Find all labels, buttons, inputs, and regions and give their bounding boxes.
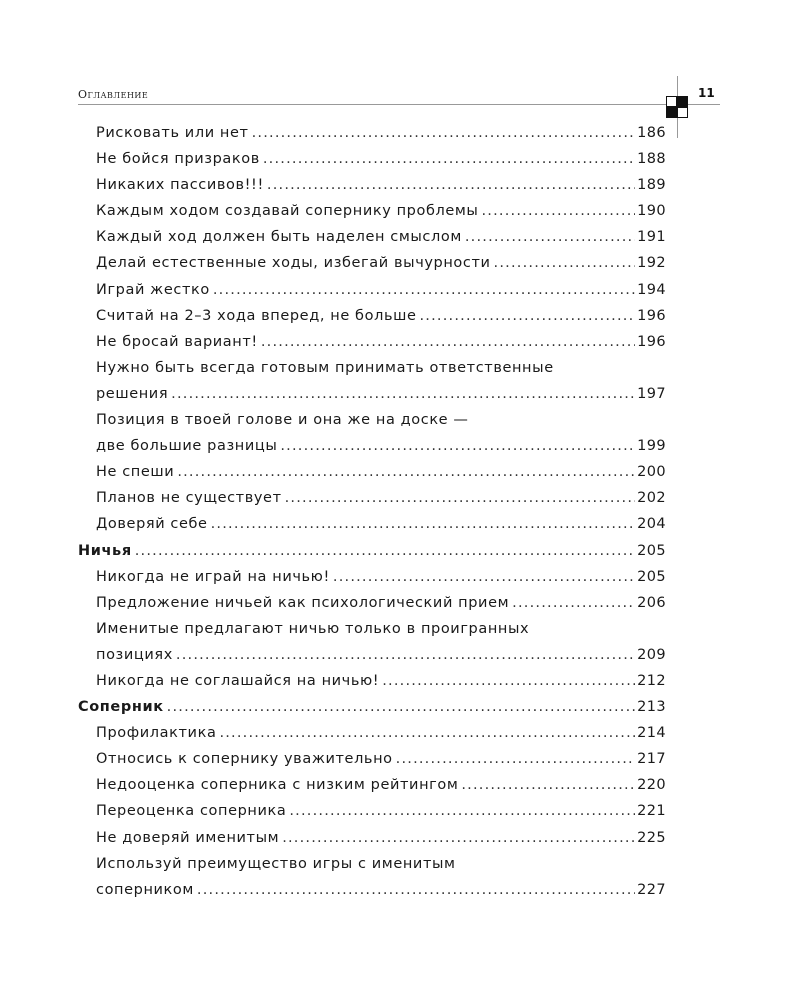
toc-entry-title: Ничья xyxy=(78,542,132,559)
toc-entry-title: Делай естественные ходы, избегай вычурности xyxy=(96,255,491,272)
toc-section-entry xyxy=(78,303,666,329)
toc-entry-page-number: 205 xyxy=(637,542,666,559)
dot-leader xyxy=(252,120,636,146)
toc-entry-row xyxy=(96,746,666,772)
toc-entry-page-number: 191 xyxy=(637,229,666,246)
toc-section-entry xyxy=(78,798,666,824)
dot-leader xyxy=(213,277,635,303)
toc-section-entry xyxy=(78,120,666,146)
toc-entry-page-number: 194 xyxy=(637,281,666,298)
toc-entry-row xyxy=(78,694,666,720)
toc-entry-title-line: Нужно быть всегда готовым принимать ответственные xyxy=(96,359,554,376)
toc-entry-title: Каждым ходом создавай сопернику проблемы xyxy=(96,203,479,220)
toc-entry-title: Переоценка соперника xyxy=(96,803,287,820)
toc-entry-title: Планов не существует xyxy=(96,490,282,507)
toc-entry-page-number: 220 xyxy=(637,777,666,794)
toc-entry-page-number: 202 xyxy=(637,490,666,507)
dot-leader xyxy=(280,433,635,459)
toc-entry-row xyxy=(96,381,666,407)
toc-entry-row xyxy=(96,485,666,511)
dot-leader xyxy=(267,172,635,198)
toc-section-entry xyxy=(78,277,666,303)
toc-entry-row xyxy=(96,329,666,355)
toc-entry-title: Играй жестко xyxy=(96,281,210,298)
toc-entry-row xyxy=(96,459,666,485)
toc-entry-page-number: 205 xyxy=(637,568,666,585)
header-rule xyxy=(78,104,720,105)
toc-entry-title-line: Именитые предлагают ничью только в проигранных xyxy=(96,620,530,637)
toc-entry-row xyxy=(96,172,666,198)
toc-entry-page-number: 217 xyxy=(637,751,666,768)
dot-leader xyxy=(263,146,635,172)
toc-section-entry xyxy=(78,668,666,694)
toc-entry-row xyxy=(96,642,666,668)
toc-entry-page-number: 192 xyxy=(637,255,666,272)
toc-entry-row xyxy=(96,250,666,276)
toc-entry-title: Не доверяй именитым xyxy=(96,829,280,846)
toc-entry-page-number: 196 xyxy=(637,333,666,350)
page-number: 11 xyxy=(698,86,715,100)
toc-section-entry xyxy=(78,355,666,407)
toc-entry-row xyxy=(96,433,666,459)
toc-entry-title: Не спеши xyxy=(96,464,175,481)
toc-section-entry xyxy=(78,720,666,746)
dot-leader xyxy=(481,198,635,224)
dot-leader xyxy=(333,564,635,590)
toc-entry-page-number: 206 xyxy=(637,594,666,611)
toc-entry-row xyxy=(96,590,666,616)
dot-leader xyxy=(494,250,636,276)
toc-entry-row xyxy=(96,798,666,824)
toc-entry-row xyxy=(96,772,666,798)
toc-entry-title: Относись к сопернику уважительно xyxy=(96,751,393,768)
toc-section-entry xyxy=(78,511,666,537)
toc-section-entry xyxy=(78,772,666,798)
running-head-title: Оглавление xyxy=(78,88,149,101)
toc-entry-title-line: Используй преимущество игры с именитым xyxy=(96,855,456,872)
toc-section-entry xyxy=(78,250,666,276)
toc-section-entry xyxy=(78,224,666,250)
toc-section-entry xyxy=(78,564,666,590)
toc-entry-row xyxy=(96,303,666,329)
dot-leader xyxy=(219,720,635,746)
chessboard-icon xyxy=(666,96,688,118)
toc-section-entry xyxy=(78,746,666,772)
dot-leader xyxy=(176,642,635,668)
toc-section-entry xyxy=(78,407,666,459)
toc-entry-row xyxy=(96,825,666,851)
toc-entry-title: Недооценка соперника с низким рейтингом xyxy=(96,777,459,794)
toc-section-entry xyxy=(78,459,666,485)
toc-entry-title: Считай на 2–3 хода вперед, не больше xyxy=(96,307,417,324)
dot-leader xyxy=(382,668,635,694)
toc-entry-title: Соперник xyxy=(78,699,164,716)
dot-leader xyxy=(197,877,635,903)
toc-entry-title: Никогда не играй на ничью! xyxy=(96,568,330,585)
toc-entry-row xyxy=(96,877,666,903)
toc-entry-row xyxy=(96,668,666,694)
dot-leader xyxy=(261,329,635,355)
toc-entry-page-number: 189 xyxy=(637,177,666,194)
toc-entry-page-number: 200 xyxy=(637,464,666,481)
dot-leader xyxy=(171,381,635,407)
toc-entry-row xyxy=(96,224,666,250)
toc-entry-row xyxy=(96,564,666,590)
toc-entry-row xyxy=(96,198,666,224)
toc-entry-page-number: 213 xyxy=(637,699,666,716)
toc-entry-title: две большие разницы xyxy=(96,438,278,455)
dot-leader xyxy=(282,825,635,851)
toc-entry-page-number: 204 xyxy=(637,516,666,533)
toc-entry-title: Никогда не соглашайся на ничью! xyxy=(96,672,380,689)
toc-entry-page-number: 221 xyxy=(637,803,666,820)
toc-section-entry xyxy=(78,616,666,668)
toc-section-entry xyxy=(78,825,666,851)
dot-leader xyxy=(465,224,635,250)
toc-entry-title: Не бойся призраков xyxy=(96,151,260,168)
toc-entry-page-number: 188 xyxy=(637,151,666,168)
toc-section-entry xyxy=(78,198,666,224)
toc-entry-title: Предложение ничьей как психологический прием xyxy=(96,594,510,611)
toc-entry-page-number: 212 xyxy=(637,672,666,689)
toc-chapter-entry xyxy=(78,694,666,720)
toc-entry-row xyxy=(96,120,666,146)
toc-section-entry xyxy=(78,172,666,198)
toc-entry-title: Профилактика xyxy=(96,725,217,742)
toc-section-entry xyxy=(78,329,666,355)
dot-leader xyxy=(167,694,635,720)
toc-section-entry xyxy=(78,485,666,511)
dot-leader xyxy=(512,590,635,616)
toc-section-entry xyxy=(78,590,666,616)
table-of-contents xyxy=(78,120,666,903)
dot-leader xyxy=(177,459,635,485)
toc-entry-title: Рисковать или нет xyxy=(96,125,249,141)
dot-leader xyxy=(461,772,635,798)
toc-entry-title-line: Позиция в твоей голове и она же на доске — xyxy=(96,412,469,429)
toc-entry-title: Каждый ход должен быть наделен смыслом xyxy=(96,229,462,246)
toc-entry-page-number: 197 xyxy=(637,385,666,402)
dot-leader xyxy=(135,538,635,564)
toc-entry-page-number: 186 xyxy=(637,125,666,141)
dot-leader xyxy=(211,511,636,537)
toc-entry-title: позициях xyxy=(96,646,173,663)
toc-entry-title: решения xyxy=(96,385,169,402)
toc-chapter-entry xyxy=(78,538,666,564)
dot-leader xyxy=(285,485,635,511)
dot-leader xyxy=(419,303,635,329)
toc-entry-title: Никаких пассивов!!! xyxy=(96,177,264,194)
dot-leader xyxy=(396,746,635,772)
toc-entry-page-number: 225 xyxy=(637,829,666,846)
toc-section-entry xyxy=(78,146,666,172)
toc-entry-page-number: 209 xyxy=(637,646,666,663)
toc-entry-title: Не бросай вариант! xyxy=(96,333,258,350)
toc-entry-title: соперником xyxy=(96,881,194,898)
toc-section-entry xyxy=(78,851,666,903)
toc-entry-row xyxy=(96,511,666,537)
toc-entry-row xyxy=(78,538,666,564)
toc-entry-row xyxy=(96,720,666,746)
toc-entry-title: Доверяй себе xyxy=(96,516,208,533)
toc-entry-page-number: 190 xyxy=(637,203,666,220)
toc-entry-page-number: 196 xyxy=(637,307,666,324)
toc-entry-page-number: 214 xyxy=(637,725,666,742)
toc-entry-row xyxy=(96,277,666,303)
toc-entry-page-number: 199 xyxy=(637,438,666,455)
toc-entry-page-number: 227 xyxy=(637,881,666,898)
toc-entry-row xyxy=(96,146,666,172)
dot-leader xyxy=(289,798,635,824)
